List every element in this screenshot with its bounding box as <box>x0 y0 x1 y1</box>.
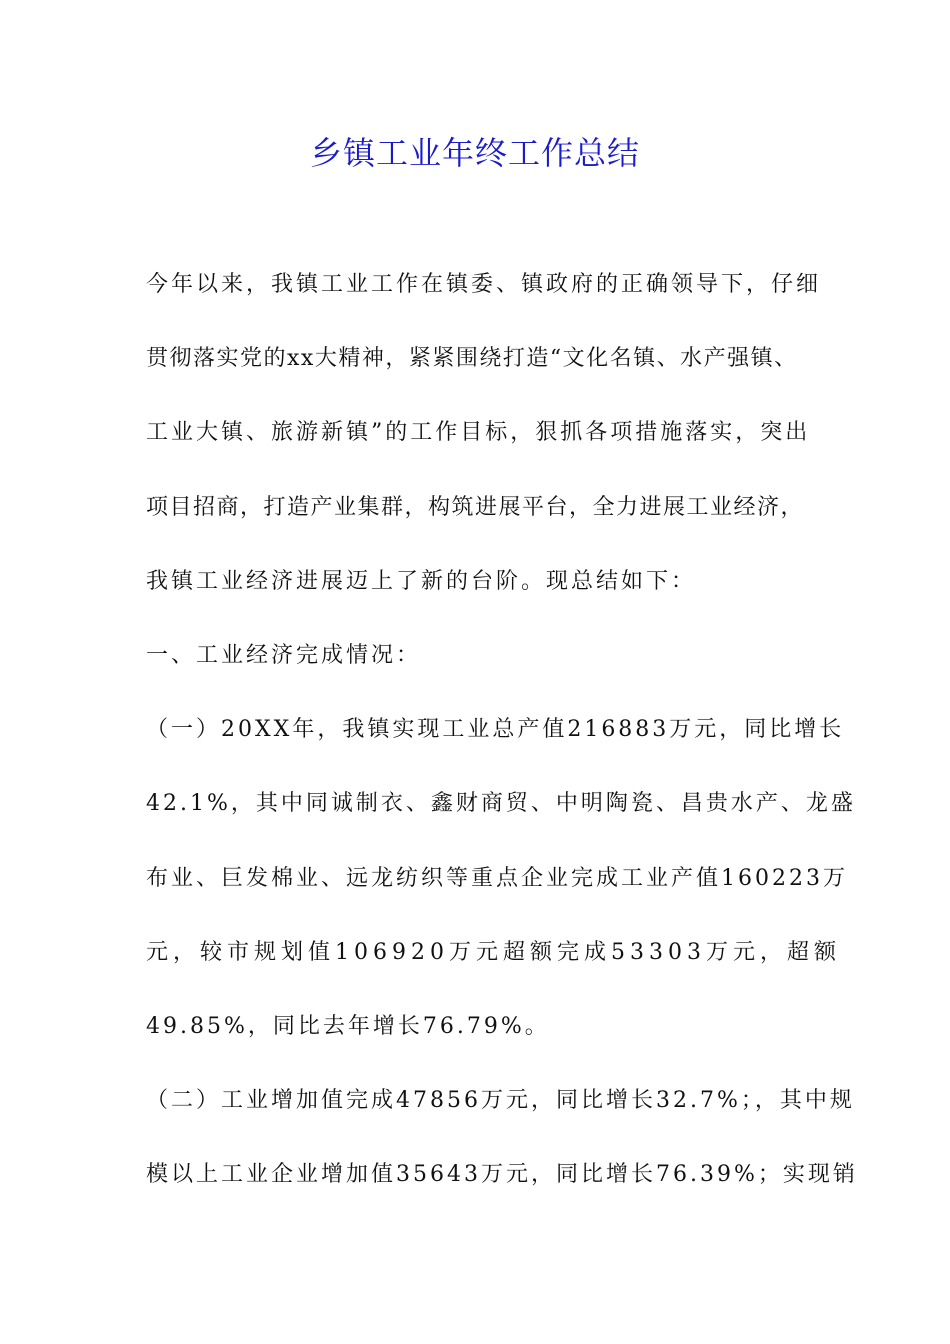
paragraph-line: 模以上工业企业增加值35643万元，同比增长76.39%；实现销 <box>146 1162 858 1188</box>
document-title: 乡镇工业年终工作总结 <box>309 134 640 172</box>
paragraph-line: 工业大镇、旅游新镇”的工作目标，狠抓各项措施落实，突出 <box>146 420 811 446</box>
section-heading: 一、工业经济完成情况： <box>146 642 422 668</box>
paragraph-line: 元，较市规划值106920万元超额完成53303万元，超额 <box>146 939 841 965</box>
paragraph-line: 42.1%，其中同诚制衣、鑫财商贸、中明陶瓷、昌贵水产、龙盛 <box>146 791 856 817</box>
paragraph-line: 今年以来，我镇工业工作在镇委、镇政府的正确领导下，仔细 <box>146 272 822 297</box>
document-body <box>146 262 858 1226</box>
paragraph-line: （二）工业增加值完成47856万元，同比增长32.7%；，其中规 <box>146 1088 855 1114</box>
paragraph-line: （一）20XX年，我镇实现工业总产值216883万元，同比增长 <box>146 717 845 743</box>
paragraph-line: 49.85%，同比去年增长76.79%。 <box>146 1013 550 1039</box>
paragraph-line: 项目招商，打造产业集群，构筑进展平台，全力进展工业经济， <box>146 494 805 520</box>
paragraph-line: 布业、巨发棉业、远龙纺织等重点企业完成工业产值160223万 <box>146 865 848 891</box>
paragraph-line: 我镇工业经济进展迈上了新的台阶。现总结如下： <box>146 568 697 594</box>
paragraph-line: 贯彻落实党的xx大精神，紧紧围绕打造“文化名镇、水产强镇、 <box>146 346 798 372</box>
